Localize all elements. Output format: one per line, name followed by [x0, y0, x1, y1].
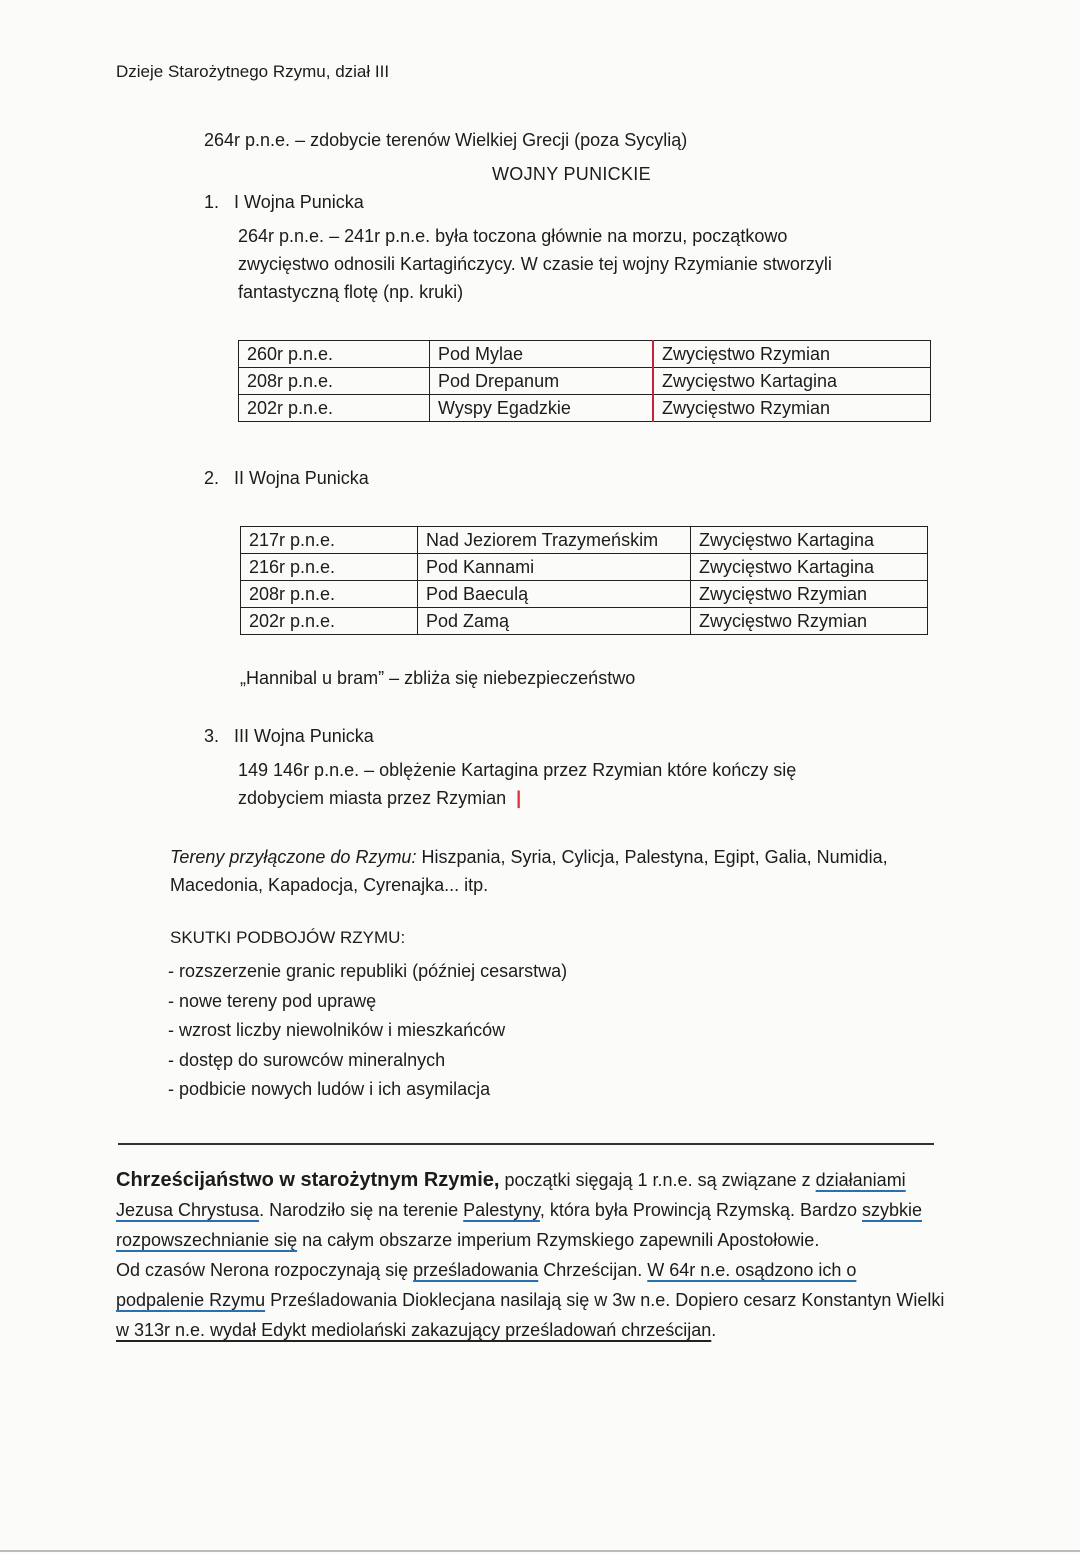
- war2-number: 2.: [204, 468, 220, 488]
- battle-year: 260r p.n.e.: [239, 341, 430, 368]
- war2-battles-table: [240, 526, 928, 635]
- intro-line: 264r p.n.e. – zdobycie terenów Wielkiej Grecji (poza Sycylią): [204, 130, 688, 150]
- war3-desc-line: 149 146r p.n.e. – oblężenie Kartagina przez Rzymian które kończy się: [238, 760, 797, 780]
- battle-year: 216r p.n.e.: [241, 554, 418, 581]
- list-item: - nowe tereny pod uprawę: [168, 990, 377, 1011]
- underlined-phrase: w 313r n.e. wydał Edykt mediolański zakazujący prześladowań chrześcijan: [116, 1320, 712, 1340]
- war1-heading: [204, 192, 364, 213]
- territories-paragraph: [170, 843, 970, 899]
- battle-result: Zwycięstwo Kartagina: [691, 554, 928, 581]
- table-row: [239, 395, 931, 422]
- table-row: [239, 368, 931, 395]
- christianity-paragraph: Chrześcijaństwo w starożytnym Rzymie, początki sięgają 1 r.n.e. są związane z działaniami Jezusa Chrystusa. Narodziło się na terenie Palestyny, która była Prowincją Rzymską. Bardzo szybkie rozpowszechnianie się na całym obszarze imperium Rzymskiego zapewnili Apostołowie. Od czasów Nerona rozpoczynają się prześladowania Chrześcijan. W 64r n.e. osądzono ich o podpalenie Rzymu Prześladowania Dioklecjana nasilają się w 3w n.e. Dopiero cesarz Konstantyn Wielki w 313r n.e. wydał Edykt mediolański zakazujący prześladowań chrześcijan.: [116, 1169, 945, 1340]
- war1-desc-line: 264r p.n.e. – 241r p.n.e. była toczona głównie na morzu, początkowo: [238, 226, 788, 246]
- territories-label: Tereny przyłączone do Rzymu:: [170, 847, 417, 867]
- list-item: - podbicie nowych ludów i ich asymilacja: [168, 1079, 491, 1099]
- hannibal-quote: „Hannibal u bram” – zbliża się niebezpieczeństwo: [240, 668, 636, 688]
- section-title: WOJNY PUNICKIE: [492, 164, 651, 184]
- war3-desc-line: zdobyciem miasta przez Rzymian |: [238, 788, 522, 808]
- list-item: - wzrost liczby niewolników i mieszkańców: [168, 1020, 506, 1040]
- war2-title: II Wojna Punicka: [234, 468, 369, 488]
- battle-place: Pod Mylae: [430, 341, 654, 368]
- battle-result: Zwycięstwo Rzymian: [691, 581, 928, 608]
- war3-description: [238, 756, 796, 812]
- underlined-phrase: prześladowania: [413, 1260, 539, 1280]
- battle-place: Pod Baeculą: [418, 581, 691, 608]
- table-row: [241, 581, 928, 608]
- war1-battles-table: [238, 340, 931, 422]
- table-row: [241, 554, 928, 581]
- underlined-phrase: szybkie rozpowszechnianie się: [116, 1200, 923, 1250]
- battle-result: Zwycięstwo Rzymian: [653, 341, 931, 368]
- battle-year: 202r p.n.e.: [241, 608, 418, 635]
- war1-desc-line: zwycięstwo odnosili Kartagińczycy. W czasie tej wojny Rzymianie stworzyli: [238, 254, 832, 274]
- war1-number: 1.: [204, 192, 220, 212]
- list-item: - rozszerzenie granic republiki (później cesarstwa): [168, 961, 568, 981]
- list-item: - dostęp do surowców mineralnych: [168, 1049, 446, 1070]
- battle-result: Zwycięstwo Kartagina: [691, 527, 928, 554]
- underlined-phrase: Palestyny: [463, 1200, 540, 1220]
- text-cursor: |: [511, 788, 522, 808]
- table-row: [239, 341, 931, 368]
- battle-result: Zwycięstwo Kartagina: [653, 368, 931, 395]
- war3-heading: [204, 726, 374, 747]
- battle-place: Nad Jeziorem Trazymeńskim: [418, 527, 691, 554]
- battle-year: 208r p.n.e.: [241, 581, 418, 608]
- war1-title: I Wojna Punicka: [234, 192, 364, 212]
- territories-line: Macedonia, Kapadocja, Cyrenajka... itp.: [170, 875, 489, 895]
- table-row: [241, 608, 928, 635]
- document-header: Dzieje Starożytnego Rzymu, dział III: [116, 62, 390, 81]
- territories-line: Hiszpania, Syria, Cylicja, Palestyna, Egipt, Galia, Numidia,: [416, 847, 888, 867]
- war3-title: III Wojna Punicka: [234, 726, 374, 746]
- effects-list: [168, 957, 567, 1105]
- battle-place: Pod Kannami: [418, 554, 691, 581]
- battle-year: 202r p.n.e.: [239, 395, 430, 422]
- christianity-heading: Chrześcijaństwo w starożytnym Rzymie,: [116, 1169, 500, 1191]
- war1-description: [238, 222, 832, 306]
- underlined-phrase: działaniami Jezusa Chrystusa: [116, 1170, 906, 1220]
- battle-year: 217r p.n.e.: [241, 527, 418, 554]
- battle-place: Pod Drepanum: [430, 368, 654, 395]
- battle-place: Pod Zamą: [418, 608, 691, 635]
- section-divider: [118, 1143, 934, 1145]
- table-row: [241, 527, 928, 554]
- war3-number: 3.: [204, 726, 220, 746]
- war2-heading: [204, 468, 369, 489]
- battle-result: Zwycięstwo Rzymian: [691, 608, 928, 635]
- battle-place: Wyspy Egadzkie: [430, 395, 654, 422]
- war1-desc-line: fantastyczną flotę (np. kruki): [238, 282, 464, 302]
- underlined-phrase: W 64r n.e. osądzono ich o podpalenie Rzymu: [116, 1260, 857, 1310]
- effects-title: SKUTKI PODBOJÓW RZYMU:: [170, 928, 406, 947]
- page-edge: [0, 1550, 1080, 1552]
- battle-result: Zwycięstwo Rzymian: [653, 395, 931, 422]
- battle-year: 208r p.n.e.: [239, 368, 430, 395]
